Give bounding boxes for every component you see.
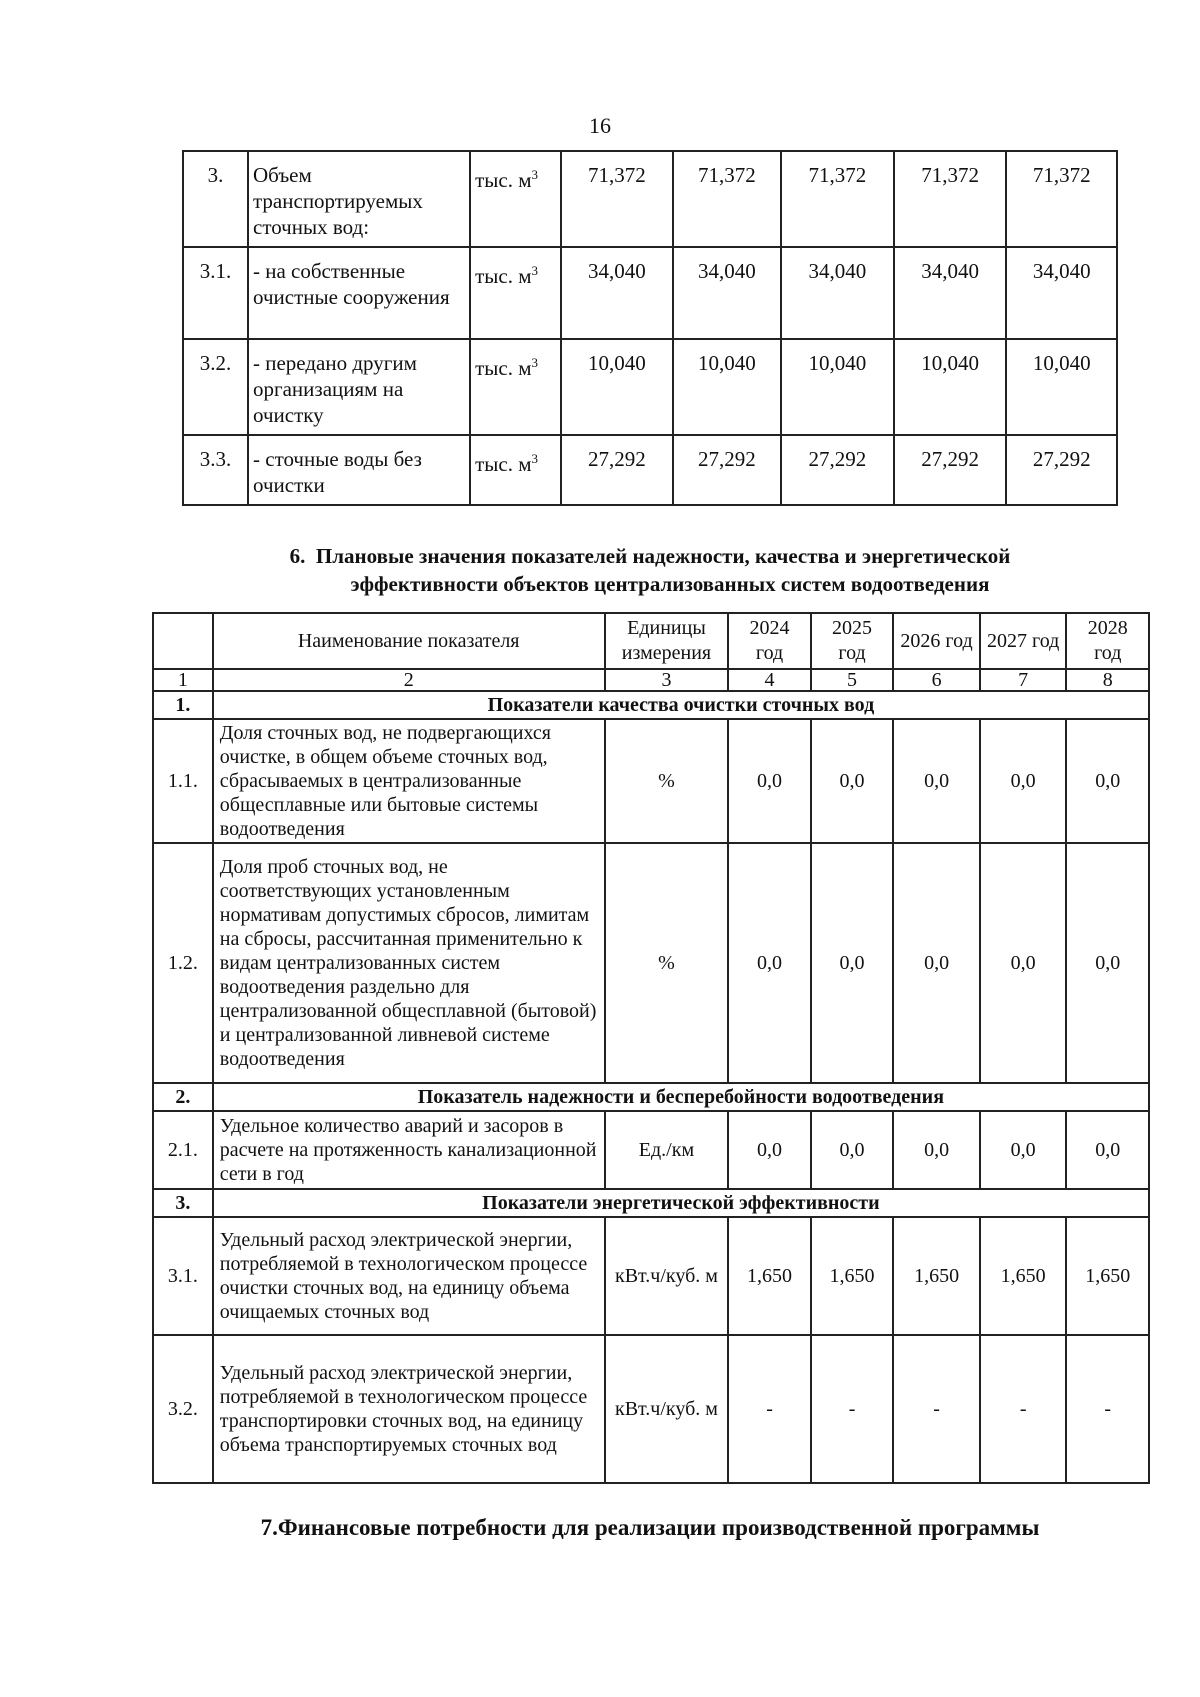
row-value: 34,040 [673,247,781,339]
unit-superscript: 3 [531,355,539,370]
indicator-value: - [728,1335,810,1483]
indicator-value: 0,0 [811,1111,893,1189]
indicator-name: Удельный расход электрической энергии, потребляемой в технологическом процессе очистки сточных вод, на единицу объема очищаемых сточных вод [213,1217,605,1335]
row-value: 34,040 [894,247,1007,339]
indicator-value: 0,0 [811,719,893,843]
indicator-value: 1,650 [811,1217,893,1335]
table-row [153,1217,1149,1335]
indicator-value: 0,0 [980,1111,1067,1189]
row-value: 10,040 [561,339,673,435]
section-6-heading [180,542,1120,598]
col-number: 5 [811,669,893,691]
row-name: Объем транспортируемых сточных вод: [248,151,470,247]
indicator-value: 0,0 [893,719,980,843]
unit-text: тыс. м [475,356,532,380]
row-number: 3.2. [183,339,248,435]
unit-text: тыс. м [475,168,532,192]
indicator-value: 1,650 [728,1217,810,1335]
row-value: 71,372 [561,151,673,247]
section-6-number: 6. [289,544,306,568]
row-value: 71,372 [1006,151,1117,247]
indicator-unit: % [605,719,729,843]
unit-superscript: 3 [531,451,539,466]
row-value: 27,292 [561,435,673,505]
indicator-value: 0,0 [728,1111,810,1189]
indicator-value: - [980,1335,1067,1483]
indicator-unit: кВт.ч/куб. м [605,1335,729,1483]
row-value: 71,372 [894,151,1007,247]
group-number: 1. [153,691,213,719]
indicator-unit: Ед./км [605,1111,729,1189]
group-title: Показатели энергетической эффективности [213,1189,1149,1217]
row-number: 1.2. [153,843,213,1083]
row-value: 71,372 [673,151,781,247]
section-7-heading: 7.Финансовые потребности для реализации производственной программы [260,1515,1040,1540]
table-row [153,843,1149,1083]
unit-text: тыс. м [475,452,532,476]
header-year-2026: 2026 год [893,613,980,669]
row-number: 2.1. [153,1111,213,1189]
row-value: 27,292 [781,435,894,505]
group-row [153,1189,1149,1217]
header-year-2024: 2024 год [728,613,810,669]
indicator-name: Доля сточных вод, не подвергающихся очистке, в общем объеме сточных вод, сбрасываемых в централизованные общесплавные или бытовые системы водоотведения [213,719,605,843]
table-row [183,435,1117,505]
col-number: 8 [1066,669,1149,691]
row-value: 10,040 [673,339,781,435]
indicator-value: 1,650 [980,1217,1067,1335]
group-number: 2. [153,1083,213,1111]
row-value: 10,040 [894,339,1007,435]
row-number: 1.1. [153,719,213,843]
header-unit: Единицы измерения [605,613,729,669]
row-value: 27,292 [1006,435,1117,505]
row-unit [470,435,561,505]
indicator-value: 1,650 [1066,1217,1149,1335]
table-row [183,151,1117,247]
indicator-unit: кВт.ч/куб. м [605,1217,729,1335]
row-name: - на собственные очистные сооружения [248,247,470,339]
col-number: 6 [893,669,980,691]
indicator-unit: % [605,843,729,1083]
table-row [153,719,1149,843]
header-year-2027: 2027 год [980,613,1067,669]
indicator-value: 0,0 [980,719,1067,843]
header-name: Наименование показателя [213,613,605,669]
unit-text: тыс. м [475,264,532,288]
col-number: 2 [213,669,605,691]
table-header-row [153,613,1149,669]
col-number: 7 [980,669,1067,691]
indicator-value: 0,0 [728,719,810,843]
indicator-value: 0,0 [1066,843,1149,1083]
row-value: 10,040 [781,339,894,435]
col-number: 1 [153,669,213,691]
row-unit [470,247,561,339]
indicator-value: 0,0 [1066,1111,1149,1189]
table-row [153,1111,1149,1189]
indicator-name: Доля проб сточных вод, не соответствующих установленным нормативам допустимых сбросов, лимитам на сбросы, рассчитанная применительно к видам централизованных систем водоотведения раздельно для централизованной общесплавной (бытовой) и централизованной ливневой системе водоотведения [213,843,605,1083]
indicator-value: 0,0 [893,843,980,1083]
indicator-value: - [811,1335,893,1483]
indicator-value: 0,0 [893,1111,980,1189]
row-value: 34,040 [781,247,894,339]
col-number: 4 [728,669,810,691]
header-year-2025: 2025 год [811,613,893,669]
section-6-title-line1: Плановые значения показателей надежности, качества и энергетической [315,544,1011,568]
transport-volume-table [182,150,1118,506]
row-value: 34,040 [561,247,673,339]
header-col-1 [153,613,213,669]
row-number: 3.3. [183,435,248,505]
unit-superscript: 3 [531,263,539,278]
row-value: 27,292 [673,435,781,505]
row-value: 10,040 [1006,339,1117,435]
group-title: Показатель надежности и бесперебойности водоотведения [213,1083,1149,1111]
indicator-value: - [1066,1335,1149,1483]
indicator-value: - [893,1335,980,1483]
row-value: 71,372 [781,151,894,247]
indicator-name: Удельный расход электрической энергии, потребляемой в технологическом процессе транспортировки сточных вод, на единицу объема транспортируемых сточных вод [213,1335,605,1483]
unit-superscript: 3 [531,167,539,182]
indicator-value: 0,0 [980,843,1067,1083]
row-number: 3.1. [153,1217,213,1335]
table-row [183,247,1117,339]
group-title: Показатели качества очистки сточных вод [213,691,1149,719]
indicators-table [152,612,1150,1484]
table-row [153,1335,1149,1483]
group-row [153,1083,1149,1111]
row-value: 27,292 [894,435,1007,505]
indicator-value: 0,0 [811,843,893,1083]
section-6-title-line2: эффективности объектов централизованных систем водоотведения [350,572,990,596]
row-number: 3.2. [153,1335,213,1483]
page-number: 16 [589,113,611,138]
group-number: 3. [153,1189,213,1217]
row-value: 34,040 [1006,247,1117,339]
indicator-value: 0,0 [1066,719,1149,843]
row-name: - сточные воды без очистки [248,435,470,505]
row-unit [470,151,561,247]
group-row [153,691,1149,719]
row-number: 3.1. [183,247,248,339]
indicator-value: 1,650 [893,1217,980,1335]
col-number: 3 [605,669,729,691]
header-year-2028: 2028 год [1066,613,1149,669]
row-name: - передано другим организациям на очистку [248,339,470,435]
row-number: 3. [183,151,248,247]
indicator-value: 0,0 [728,843,810,1083]
indicator-name: Удельное количество аварий и засоров в расчете на протяженность канализационной сети в год [213,1111,605,1189]
table-row [183,339,1117,435]
column-numbers-row [153,669,1149,691]
row-unit [470,339,561,435]
